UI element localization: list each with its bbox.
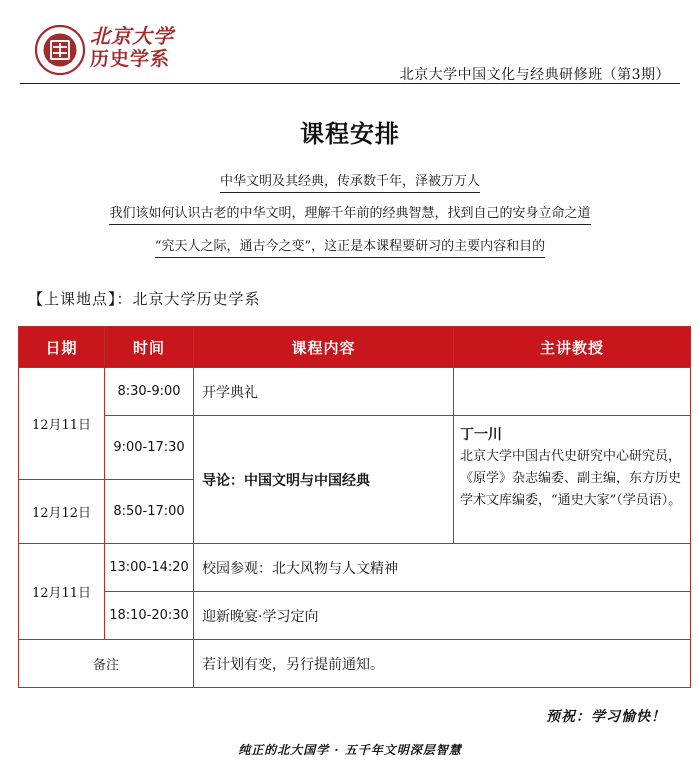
logo-line1: 北京大学 — [90, 24, 174, 48]
footer-slogan: 纯正的北大国学 · 五千年文明深层智慧 — [238, 743, 462, 757]
page-title: 课程安排 — [300, 120, 400, 148]
department-logo-text — [90, 26, 174, 69]
intro-line-2: 我们该如何认识古老的中华文明，理解千年前的经典智慧，找到自己的安身立命之道 — [0, 202, 700, 221]
time-cell: 9:00-17:30 — [105, 416, 194, 480]
table-header-row — [19, 327, 691, 368]
logo-line2: 历史学系 — [90, 48, 171, 70]
table-row — [19, 592, 691, 640]
teacher-cell — [454, 416, 691, 544]
intro-line-3: “究天人之际，通古今之变”，这正是本课程要研习的主要内容和目的 — [0, 235, 700, 254]
table-row-note — [19, 640, 691, 688]
teacher-bio: 北京大学中国古代史研究中心研究员，《原学》杂志编委、副主编，东方历史学术文库编委，“通史大家”（学员语）。 — [460, 449, 682, 508]
date-cell: 12月12日 — [19, 480, 105, 544]
date-cell: 12月11日 — [19, 544, 105, 640]
table-row — [19, 368, 691, 416]
date-cell: 12月11日 — [19, 368, 105, 480]
header-date: 日期 — [19, 327, 105, 368]
program-title: 北京大学中国文化与经典研修班（第3期） — [399, 67, 670, 83]
note-label: 备注 — [19, 640, 194, 688]
content-cell: 迎新晚宴·学习定向 — [194, 592, 691, 640]
class-location: 【上课地点】：北京大学历史学系 — [28, 290, 261, 308]
content-cell: 校园参观：北大风物与人文精神 — [194, 544, 691, 592]
schedule-table — [18, 326, 691, 688]
content-cell-intro-lecture: 导论：中国文明与中国经典 — [194, 416, 454, 544]
university-seal-icon — [34, 24, 86, 76]
footer-greeting: 预祝：学习愉快！ — [546, 709, 666, 725]
note-text: 若计划有变，另行提前通知。 — [194, 640, 691, 688]
time-cell: 13:00-14:20 — [105, 544, 194, 592]
time-cell: 8:30-9:00 — [105, 368, 194, 416]
intro-line-1: 中华文明及其经典，传承数千年，泽被万万人 — [0, 170, 700, 189]
table-row — [19, 544, 691, 592]
teacher-cell-empty — [454, 368, 691, 416]
header-divider — [20, 83, 680, 84]
content-cell: 开学典礼 — [194, 368, 454, 416]
teacher-name: 丁一川 — [460, 427, 502, 443]
header-content: 课程内容 — [194, 327, 454, 368]
time-cell: 18:10-20:30 — [105, 592, 194, 640]
time-cell: 8:50-17:00 — [105, 480, 194, 544]
header-teacher: 主讲教授 — [454, 327, 691, 368]
table-row — [19, 416, 691, 480]
header-time: 时间 — [105, 327, 194, 368]
